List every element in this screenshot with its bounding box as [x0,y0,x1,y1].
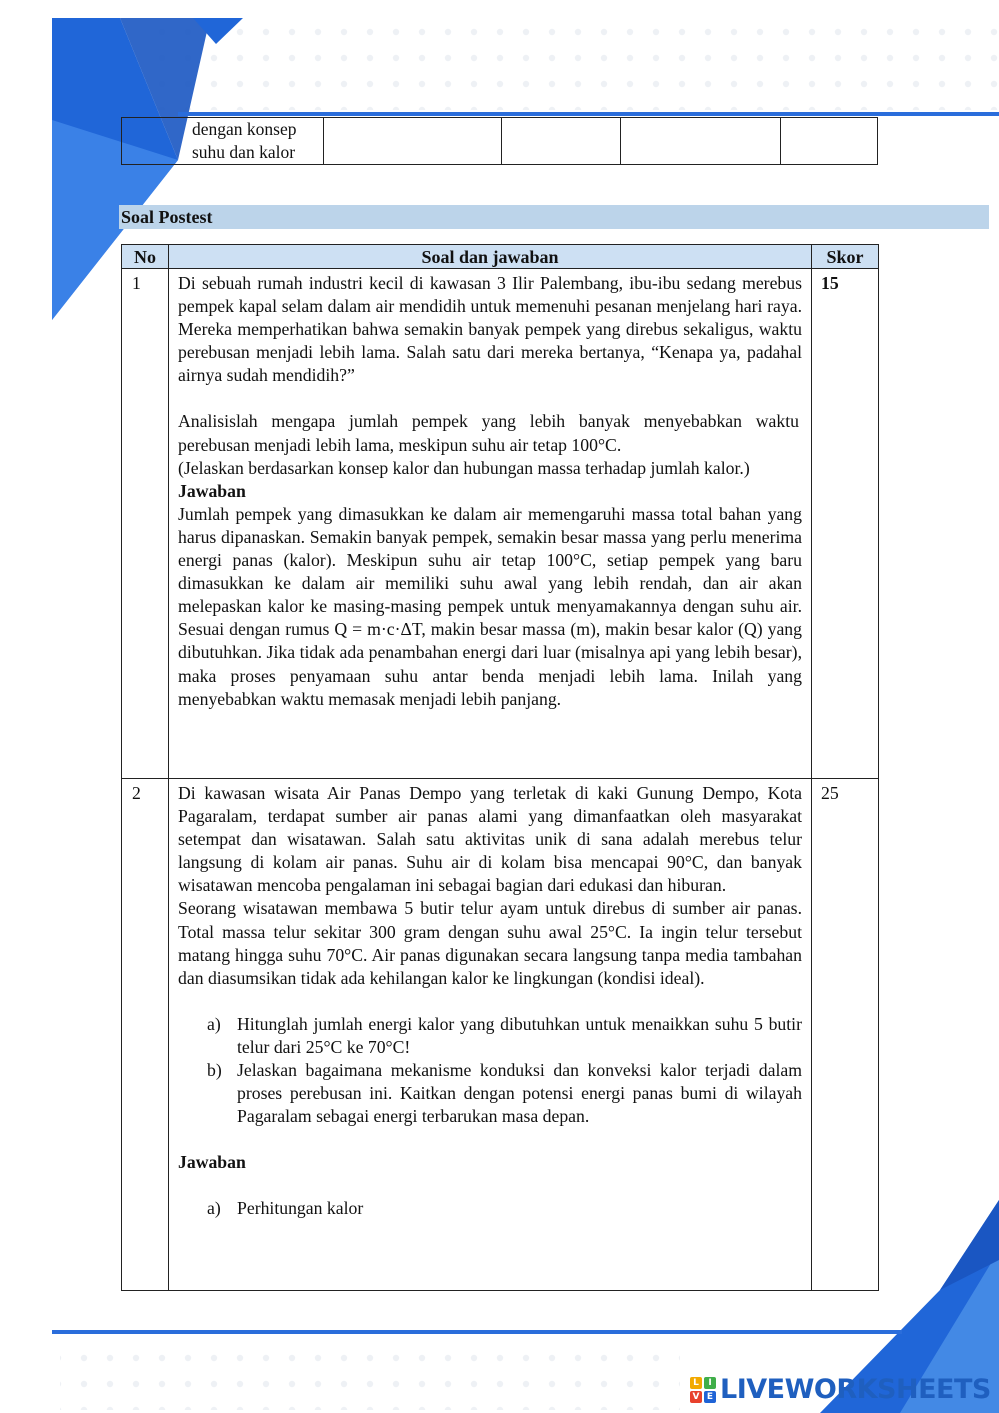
item-label: a) [207,1198,221,1219]
logo-mark-letter: V [690,1391,702,1403]
table-cell [781,118,878,165]
list-item [207,1197,802,1220]
question-number: 2 [122,779,169,1291]
item-label: b) [207,1060,222,1081]
answer-text: Jumlah pempek yang dimasukkan ke dalam air memengaruhi massa total bahan yang harus dipanaskan. Semakin banyak pempek, semakin besar massa yang perlu menerima energi panas (kalor). Meskipun suhu air tetap 100°C, setiap pempek yang baru dimasukkan ke dalam air memiliki suhu awal yang lebih rendah, dan air akan melepaskan kalor ke masing-masing pempek untuk menyamakannya dengan suhu air. Sesuai dengan rumus Q = m·c·ΔT, makin besar massa (m), makin besar kalor (Q) yang dibutuhkan. Jika tidak ada penambahan energi dari luar (misalnya api yang lebih besar), maka proses penyamaan suhu antar benda menjadi lebih lama. Inilah yang menyebabkan waktu memasak menjadi lebih panjang. [178,503,802,709]
cell-text-line: suhu dan kalor [192,142,296,162]
item-label: a) [207,1013,221,1034]
answer-label: Jawaban [178,480,246,501]
question-row-2 [122,779,879,1291]
answer-label: Jawaban [178,1152,246,1173]
question-content [169,779,812,1291]
section-title: Soal Postest [121,207,213,227]
postest-table [121,244,879,1291]
table-cell [122,118,324,165]
table-header-row [122,245,879,269]
section-heading-bar [119,205,989,229]
score-value: 15 [812,269,879,779]
score-value: 25 [812,779,879,1291]
logo-text: LIVEWORKSHEETS [720,1374,991,1405]
question-paragraph: Seorang wisatawan membawa 5 butir telur ayam untuk direbus di sumber air panas. Total massa telur sekitar 300 gram dengan suhu awal 25°C. Ia ingin telur tersebut matang hingga suhu 70°C. Air panas digunakan secara langsung tanpa media tambahan dan diasumsikan tidak ada kehilangan kalor ke lingkungan (kondisi ideal). [178,898,802,988]
dot-pattern-top [150,20,999,110]
item-text: Jelaskan bagaimana mekanisme konduksi dan konveksi kalor terjadi dalam proses perebusan ini. Kaitkan dengan potensi energi panas bumi di wilayah Pagaralam sebagai energi terbarukan masa depan. [237,1060,802,1127]
table-cell [621,118,781,165]
header-no: No [122,245,169,269]
spacer [178,387,802,410]
answer-items [178,1197,802,1220]
previous-table-fragment [121,117,878,165]
question-row-1 [122,269,879,779]
header-soal: Soal dan jawaban [169,245,812,269]
question-content [169,269,812,779]
question-number: 1 [122,269,169,779]
logo-mark-letter: I [704,1377,716,1389]
dot-pattern-bottom [60,1340,680,1410]
logo-mark-icon [690,1377,716,1403]
bottom-rule [52,1330,902,1334]
spacer [178,990,802,1013]
item-text: Hitunglah jumlah energi kalor yang dibutuhkan untuk menaikkan suhu 5 butir telur dari 25°C ke 70°C! [237,1013,802,1057]
question-paragraph: Di kawasan wisata Air Panas Dempo yang terletak di kaki Gunung Dempo, Kota Pagaralam, terdapat sumber air panas alami yang dimanfaatkan oleh masyarakat setempat dan wisatawan. Salah satu aktivitas unik di sana adalah merebus telur langsung di kolam air panas. Suhu air di kolam bisa mencapai 90°C, dan banyak wisatawan mencoba pengalaman ini sebagai bagian dari edukasi dan hiburan. [178,783,802,896]
list-item [207,1013,802,1059]
cell-text-line: dengan konsep [192,119,297,139]
table-cell [324,118,502,165]
question-paragraph: Di sebuah rumah industri kecil di kawasan 3 Ilir Palembang, ibu-ibu sedang merebus pempek kapal selam dalam air mendidih untuk memenuhi pesanan menjelang hari raya. Mereka memperhatikan bahwa semakin banyak pempek yang direbus sekaligus, waktu perebusan menjadi lebih lama. Salah satu dari mereka bertanya, “Kenapa ya, padahal airnya sudah mendidih?” [178,273,802,386]
list-item [207,1059,802,1128]
top-rule [178,112,999,116]
question-paragraph: Analisislah mengapa jumlah pempek yang lebih banyak menyebabkan waktu perebusan menjadi lebih lama, meskipun suhu air tetap 100°C. [178,411,799,455]
table-cell [502,118,621,165]
logo-mark-letter: E [704,1391,716,1403]
liveworksheets-logo [690,1374,991,1405]
spacer [178,1128,802,1151]
question-items [178,1013,802,1128]
spacer [178,1174,802,1197]
table-row [122,118,878,165]
header-skor: Skor [812,245,879,269]
logo-mark-letter: L [690,1377,702,1389]
question-paragraph: (Jelaskan berdasarkan konsep kalor dan hubungan massa terhadap jumlah kalor.) [178,457,750,478]
item-text: Perhitungan kalor [237,1198,364,1219]
